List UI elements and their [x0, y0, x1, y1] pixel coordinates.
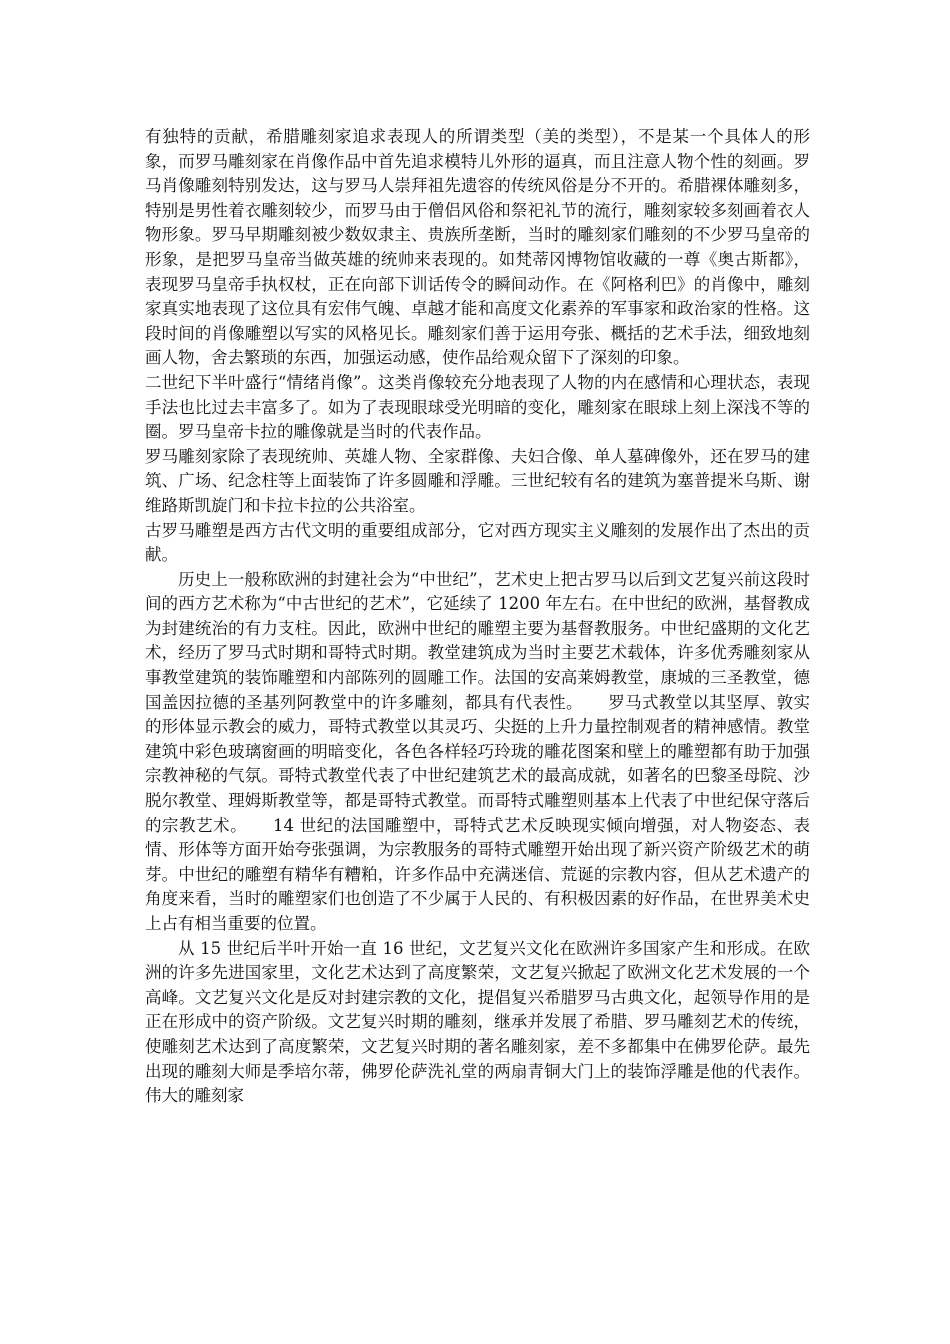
paragraph-renaissance-sculpture: 从 15 世纪后半叶开始一直 16 世纪，文艺复兴文化在欧洲许多国家产生和形成。在欧洲的许多先进国家里，文化艺术达到了高度繁荣，文艺复兴掀起了欧洲文化艺术发展的一个高峰。文艺复兴文化是反对封建宗教的文化，提倡复兴希腊罗马古典文化，起领导作用的是正在形成中的资产阶级。文艺复兴时期的雕刻，继承并发展了希腊、罗马雕刻艺术的传统，使雕刻艺术达到了高度繁荣，文艺复兴时期的著名雕刻家，差不多都集中在佛罗伦萨。最先出现的雕刻大师是季培尔蒂，佛罗伦萨洗礼堂的两扇青铜大门上的装饰浮雕是他的代表作。伟大的雕刻家	[145, 938, 810, 1106]
paragraph-emotional-portraits: 二世纪下半叶盛行“情绪肖像”。这类肖像较充分地表现了人物的内在感情和心理状态，表现手法也比过去丰富多了。如为了表现眼球受光明暗的变化，雕刻家在眼球上刻上深浅不等的圈。罗马皇帝卡拉的雕像就是当时的代表作品。	[145, 372, 810, 442]
paragraph-roman-portrait-sculpture: 有独特的贡献，希腊雕刻家追求表现人的所谓类型（美的类型），不是某一个具体人的形象，而罗马雕刻家在肖像作品中首先追求模特儿外形的逼真，而且注意人物个性的刻画。罗马肖像雕刻特别发达，这与罗马人崇拜祖先遗容的传统风俗是分不开的。希腊裸体雕刻多，特别是男性着衣雕刻较少，而罗马由于僧侣风俗和祭祀礼节的流行，雕刻家较多刻画着衣人物形象。罗马早期雕刻被少数奴隶主、贵族所垄断，当时的雕刻家们雕刻的不少罗马皇帝的形象，是把罗马皇帝当做英雄的统帅来表现的。如梵蒂冈博物馆收藏的一尊《奥古斯都》，表现罗马皇帝手执权杖，正在向部下训话传令的瞬间动作。在《阿格利巴》的肖像中，雕刻家真实地表现了这位具有宏伟气魄、卓越才能和高度文化素养的军事家和政治家的性格。这段时间的肖像雕塑以写实的风格见长。雕刻家们善于运用夸张、概括的艺术手法，细致地刻画人物，舍去繁琐的东西，加强运动感，使作品给观众留下了深刻的印象。	[145, 127, 810, 368]
paragraph-medieval-sculpture: 历史上一般称欧洲的封建社会为“中世纪”，艺术史上把古罗马以后到文艺复兴前这段时间的西方艺术称为“中古世纪的艺术”，它延续了 1200 年左右。在中世纪的欧洲，基督教成为封建统治的有力支柱。因此，欧洲中世纪的雕塑主要为基督教服务。中世纪盛期的文化艺术，经历了罗马式时期和哥特式时期。教堂建筑成为当时主要艺术载体，许多优秀雕刻家从事教堂建筑的装饰雕塑和内部陈列的圆雕工作。法国的安高莱姆教堂，康城的三圣教堂，德国盖因拉德的圣基列阿教堂中的许多雕刻，都具有代表性。 罗马式教堂以其坚厚、敦实的形体显示教会的威力，哥特式教堂以其灵巧、尖挺的上升力量控制观者的精神感情。教堂建筑中彩色玻璃窗画的明暗变化，各色各样轻巧玲珑的雕花图案和壁上的雕塑都有助于加强宗教神秘的气氛。哥特式教堂代表了中世纪建筑艺术的最高成就，如著名的巴黎圣母院、沙脱尔教堂、理姆斯教堂等，都是哥特式教堂。而哥特式雕塑则基本上代表了中世纪保守落后的宗教艺术。 14 世纪的法国雕塑中，哥特式艺术反映现实倾向增强，对人物姿态、表情、形体等方面开始夸张强调，为宗教服务的哥特式雕塑开始出现了新兴资产阶级艺术的萌芽。中世纪的雕塑有精华有糟粕，许多作品中充满迷信、荒诞的宗教内容，但从艺术遗产的角度来看，当时的雕塑家们也创造了不少属于人民的、有积极因素的好作品，在世界美术史上占有相当重要的位置。	[145, 569, 810, 933]
paragraph-roman-sculpture-contribution: 古罗马雕塑是西方古代文明的重要组成部分，它对西方现实主义雕刻的发展作出了杰出的贡献。	[145, 520, 810, 565]
document-body	[145, 125, 810, 1109]
paragraph-roman-architecture-reliefs: 罗马雕刻家除了表现统帅、英雄人物、全家群像、夫妇合像、单人墓碑像外，还在罗马的建筑、广场、纪念柱等上面装饰了许多圆雕和浮雕。三世纪较有名的建筑为塞普提米乌斯、谢维路斯凯旋门和卡拉卡拉的公共浴室。	[145, 446, 810, 515]
